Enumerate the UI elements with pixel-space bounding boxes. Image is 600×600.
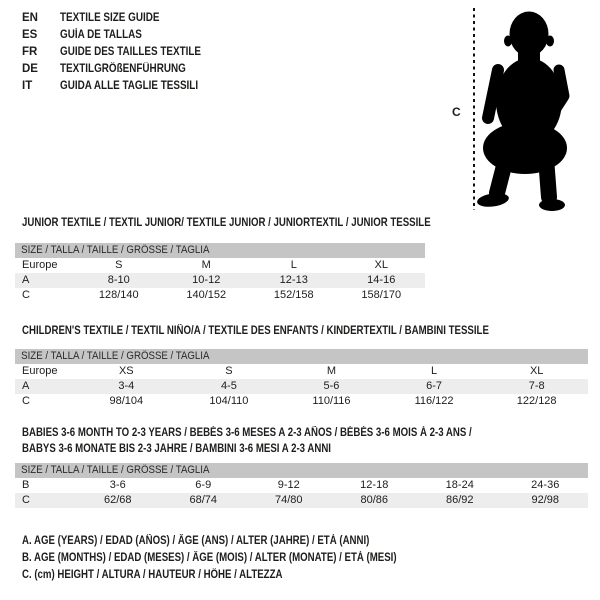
size-header-band bbox=[15, 463, 588, 478]
section-heading-babies-line1: BABIES 3-6 MONTH TO 2-3 YEARS / BEBÉS 3-6 MESES A 2-3 AÑOS / BÉBÉS 3-6 MOIS À 2-3 ANS / bbox=[22, 427, 472, 439]
table-row-age-years bbox=[15, 273, 425, 288]
age-cell: 18-24 bbox=[445, 479, 474, 491]
height-cell: 116/122 bbox=[414, 395, 454, 407]
section-heading-babies-line2: BABYS 3-6 MONATE BIS 2-3 JAHRE / BAMBINI 3-6 MESI A 2-3 ANNI bbox=[22, 443, 331, 455]
age-cell: 14-16 bbox=[367, 274, 396, 286]
language-row-it bbox=[22, 78, 224, 95]
section-heading-junior: JUNIOR TEXTILE / TEXTIL JUNIOR/ TEXTILE JUNIOR / JUNIORTEXTIL / JUNIOR TESSILE bbox=[22, 217, 431, 229]
table-row-age-months bbox=[15, 478, 588, 493]
size-cell: M bbox=[326, 365, 337, 377]
age-cell: 4-5 bbox=[220, 380, 237, 392]
height-label-c: C bbox=[452, 105, 461, 119]
language-row-fr bbox=[22, 44, 224, 61]
language-code: EN bbox=[22, 12, 38, 24]
row-label: C bbox=[22, 395, 30, 407]
row-label: C bbox=[22, 494, 30, 506]
age-cell: 12-18 bbox=[360, 479, 389, 491]
size-cell: S bbox=[225, 365, 233, 377]
age-cell: 24-36 bbox=[531, 479, 560, 491]
height-cell: 74/80 bbox=[274, 494, 303, 506]
language-title: TEXTILE SIZE GUIDE bbox=[60, 12, 160, 24]
size-cell: L bbox=[290, 259, 297, 271]
table-row-age-years bbox=[15, 379, 588, 394]
age-cell: 6-9 bbox=[195, 479, 212, 491]
age-cell: 12-13 bbox=[279, 274, 308, 286]
footnote-a: A. AGE (YEARS) / EDAD (AÑOS) / ÂGE (ANS) / ALTER (JAHRE) / ETÀ (ANNI) bbox=[22, 535, 370, 547]
language-code: ES bbox=[22, 29, 38, 41]
height-cell: 86/92 bbox=[445, 494, 474, 506]
age-cell: 3-4 bbox=[118, 380, 135, 392]
height-cell: 62/68 bbox=[103, 494, 132, 506]
size-header-band bbox=[15, 243, 425, 258]
age-cell: 6-7 bbox=[426, 380, 443, 392]
size-cell: XS bbox=[118, 365, 134, 377]
table-row-height bbox=[15, 288, 425, 303]
section-heading-children: CHILDREN'S TEXTILE / TEXTIL NIÑO/A / TEXTILE DES ENFANTS / KINDERTEXTIL / BAMBINI TESSILE bbox=[22, 325, 489, 337]
footnote-c: C. (cm) HEIGHT / ALTURA / HAUTEUR / HÖHE / ALTEZZA bbox=[22, 569, 283, 581]
size-cell: M bbox=[201, 259, 211, 271]
size-cell: S bbox=[115, 259, 123, 271]
table-row-europe bbox=[15, 258, 425, 273]
height-cell: 158/170 bbox=[361, 289, 402, 301]
size-header-band bbox=[15, 349, 588, 364]
language-row-en bbox=[22, 10, 224, 27]
language-code: IT bbox=[22, 80, 33, 92]
language-list bbox=[22, 10, 224, 95]
size-cell: XL bbox=[374, 259, 388, 271]
age-cell: 9-12 bbox=[277, 479, 300, 491]
size-table-babies bbox=[15, 463, 588, 508]
age-cell: 7-8 bbox=[528, 380, 545, 392]
height-cell: 152/158 bbox=[273, 289, 314, 301]
table-row-height bbox=[15, 493, 588, 508]
footnote-b: B. AGE (MONTHS) / EDAD (MESES) / ÂGE (MOIS) / ALTER (MONATE) / ETÀ (MESI) bbox=[22, 552, 397, 564]
language-row-de bbox=[22, 61, 224, 78]
language-title: GUIDE DES TAILLES TEXTILE bbox=[60, 46, 202, 58]
size-header-label: SIZE / TALLA / TAILLE / GRÖSSE / TAGLIA bbox=[21, 464, 210, 476]
row-label: C bbox=[22, 289, 30, 301]
language-title: TEXTILGRÖßENFÜHRUNG bbox=[60, 63, 186, 75]
height-cell: 98/104 bbox=[109, 395, 144, 407]
size-header-label: SIZE / TALLA / TAILLE / GRÖSSE / TAGLIA bbox=[21, 350, 210, 362]
height-cell: 80/86 bbox=[360, 494, 389, 506]
size-table-junior bbox=[15, 243, 425, 303]
size-cell: XL bbox=[529, 365, 544, 377]
height-cell: 122/128 bbox=[516, 395, 557, 407]
table-row-europe bbox=[15, 364, 588, 379]
height-cell: 68/74 bbox=[189, 494, 218, 506]
toddler-silhouette-icon bbox=[475, 8, 575, 216]
age-cell: 10-12 bbox=[192, 274, 221, 286]
age-cell: 3-6 bbox=[109, 479, 126, 491]
row-label: Europe bbox=[22, 259, 58, 271]
age-cell: 8-10 bbox=[107, 274, 130, 286]
size-header-label: SIZE / TALLA / TAILLE / GRÖSSE / TAGLIA bbox=[21, 244, 210, 256]
language-code: DE bbox=[22, 63, 38, 75]
row-label: A bbox=[22, 274, 30, 286]
language-title: GUIDA ALLE TAGLIE TESSILI bbox=[60, 80, 199, 92]
height-cell: 104/110 bbox=[209, 395, 249, 407]
size-table-children bbox=[15, 349, 588, 409]
language-title: GUÍA DE TALLAS bbox=[60, 29, 142, 41]
footnote-legend bbox=[22, 533, 468, 584]
table-row-height bbox=[15, 394, 588, 409]
language-code: FR bbox=[22, 46, 38, 58]
section-heading-babies bbox=[22, 425, 472, 457]
row-label: Europe bbox=[22, 365, 58, 377]
height-cell: 110/116 bbox=[312, 395, 351, 407]
height-cell: 140/152 bbox=[186, 289, 227, 301]
row-label: A bbox=[22, 380, 30, 392]
height-cell: 92/98 bbox=[531, 494, 560, 506]
age-cell: 5-6 bbox=[323, 380, 340, 392]
size-cell: L bbox=[431, 365, 438, 377]
language-row-es bbox=[22, 27, 224, 44]
height-cell: 128/140 bbox=[98, 289, 139, 301]
row-label: B bbox=[22, 479, 30, 491]
